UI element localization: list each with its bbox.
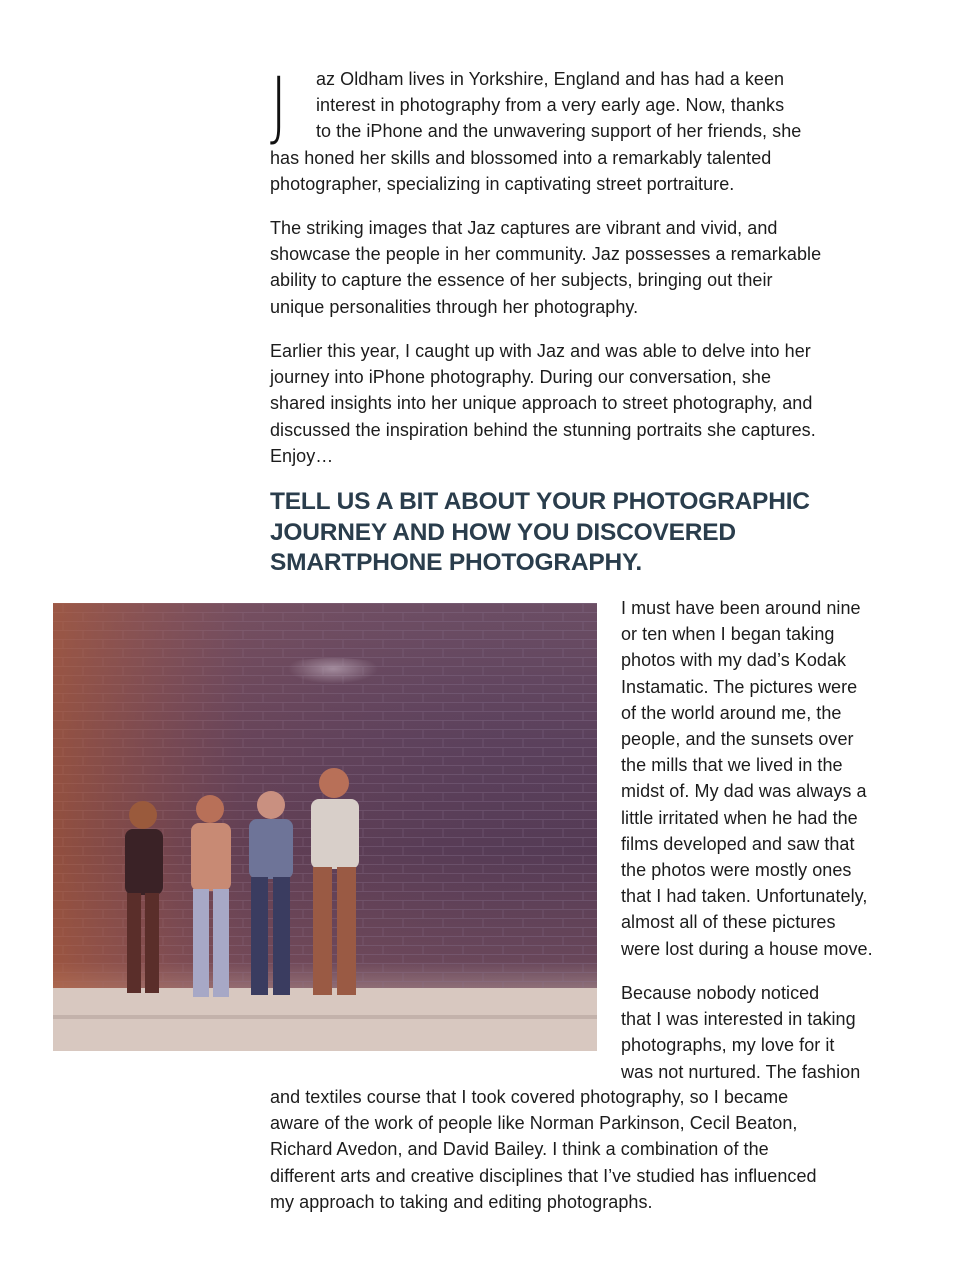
text-line: of the world around me, the — [621, 702, 842, 723]
text-line: almost all of these pictures — [621, 912, 836, 933]
text-line: was not nurtured. The fashion — [621, 1061, 861, 1082]
text-line: journey into iPhone photography. During our conversation, she — [270, 367, 772, 388]
text-line: unique personalities through her photography. — [270, 296, 639, 317]
text-line: to the iPhone and the unwavering support of her friends, she — [316, 121, 802, 142]
text-line: interest in photography from a very early age. Now, thanks — [316, 95, 785, 116]
text-line: that I was interested in taking — [621, 1009, 856, 1030]
drop-cap: J — [270, 60, 288, 149]
text-line: I must have been around nine — [621, 598, 861, 618]
text-line: The striking images that Jaz captures are vibrant and vivid, and — [270, 218, 778, 238]
text-line: my approach to taking and editing photographs. — [270, 1191, 653, 1212]
text-line: or ten when I began taking — [621, 624, 835, 645]
answer-paragraph-nurtured-full — [270, 1084, 910, 1215]
answer-paragraph-nurtured-side — [621, 980, 921, 1085]
text-line: different arts and creative disciplines that I’ve studied has influenced — [270, 1165, 817, 1186]
paragraph-interview-intro — [270, 338, 910, 469]
answer-paragraph-kodak — [621, 595, 921, 962]
text-line: shared insights into her unique approach to street photography, and — [270, 393, 813, 414]
heading-line: SMARTPHONE PHOTOGRAPHY. — [270, 549, 643, 576]
text-line: were lost during a house move. — [621, 938, 873, 959]
vintage-photo-four-boys — [53, 603, 597, 1051]
text-line: aware of the work of people like Norman Parkinson, Cecil Beaton, — [270, 1113, 798, 1134]
text-line: Earlier this year, I caught up with Jaz and was able to delve into her — [270, 341, 811, 361]
text-line: Instamatic. The pictures were — [621, 676, 858, 697]
text-line: midst of. My dad was always a — [621, 781, 867, 802]
text-line: has honed her skills and blossomed into a remarkably talented — [270, 147, 772, 168]
heading-line: JOURNEY AND HOW YOU DISCOVERED — [270, 518, 736, 546]
text-line: Richard Avedon, and David Bailey. I think a combination of the — [270, 1139, 769, 1160]
photo-illustration — [53, 603, 597, 1051]
text-line: little irritated when he had the — [621, 807, 858, 828]
text-line: the photos were mostly ones — [621, 860, 852, 881]
text-line: the mills that we lived in the — [621, 755, 843, 776]
text-line: showcase the people in her community. Jaz possesses a remarkable — [270, 244, 822, 265]
text-line: Because nobody noticed — [621, 983, 820, 1003]
paragraph-community — [270, 215, 910, 320]
text-line: az Oldham lives in Yorkshire, England and has had a keen — [316, 69, 785, 89]
heading-line: TELL US A BIT ABOUT YOUR PHOTOGRAPHIC — [270, 488, 810, 515]
text-line: discussed the inspiration behind the stunning portraits she captures. — [270, 419, 816, 440]
text-line: that I had taken. Unfortunately, — [621, 886, 868, 907]
interview-question-heading — [270, 487, 910, 579]
text-line: people, and the sunsets over — [621, 729, 854, 750]
text-line: photographs, my love for it — [621, 1035, 835, 1056]
text-line: films developed and saw that — [621, 833, 855, 854]
text-line: photos with my dad’s Kodak — [621, 650, 847, 671]
text-line: and textiles course that I took covered photography, so I became — [270, 1087, 789, 1107]
text-line: Enjoy… — [270, 445, 334, 466]
dropcap-block — [270, 60, 910, 149]
text-line: ability to capture the essence of her subjects, bringing out their — [270, 270, 773, 291]
intro-paragraph — [270, 60, 910, 197]
text-line: photographer, specializing in captivating street portraiture. — [270, 173, 735, 194]
